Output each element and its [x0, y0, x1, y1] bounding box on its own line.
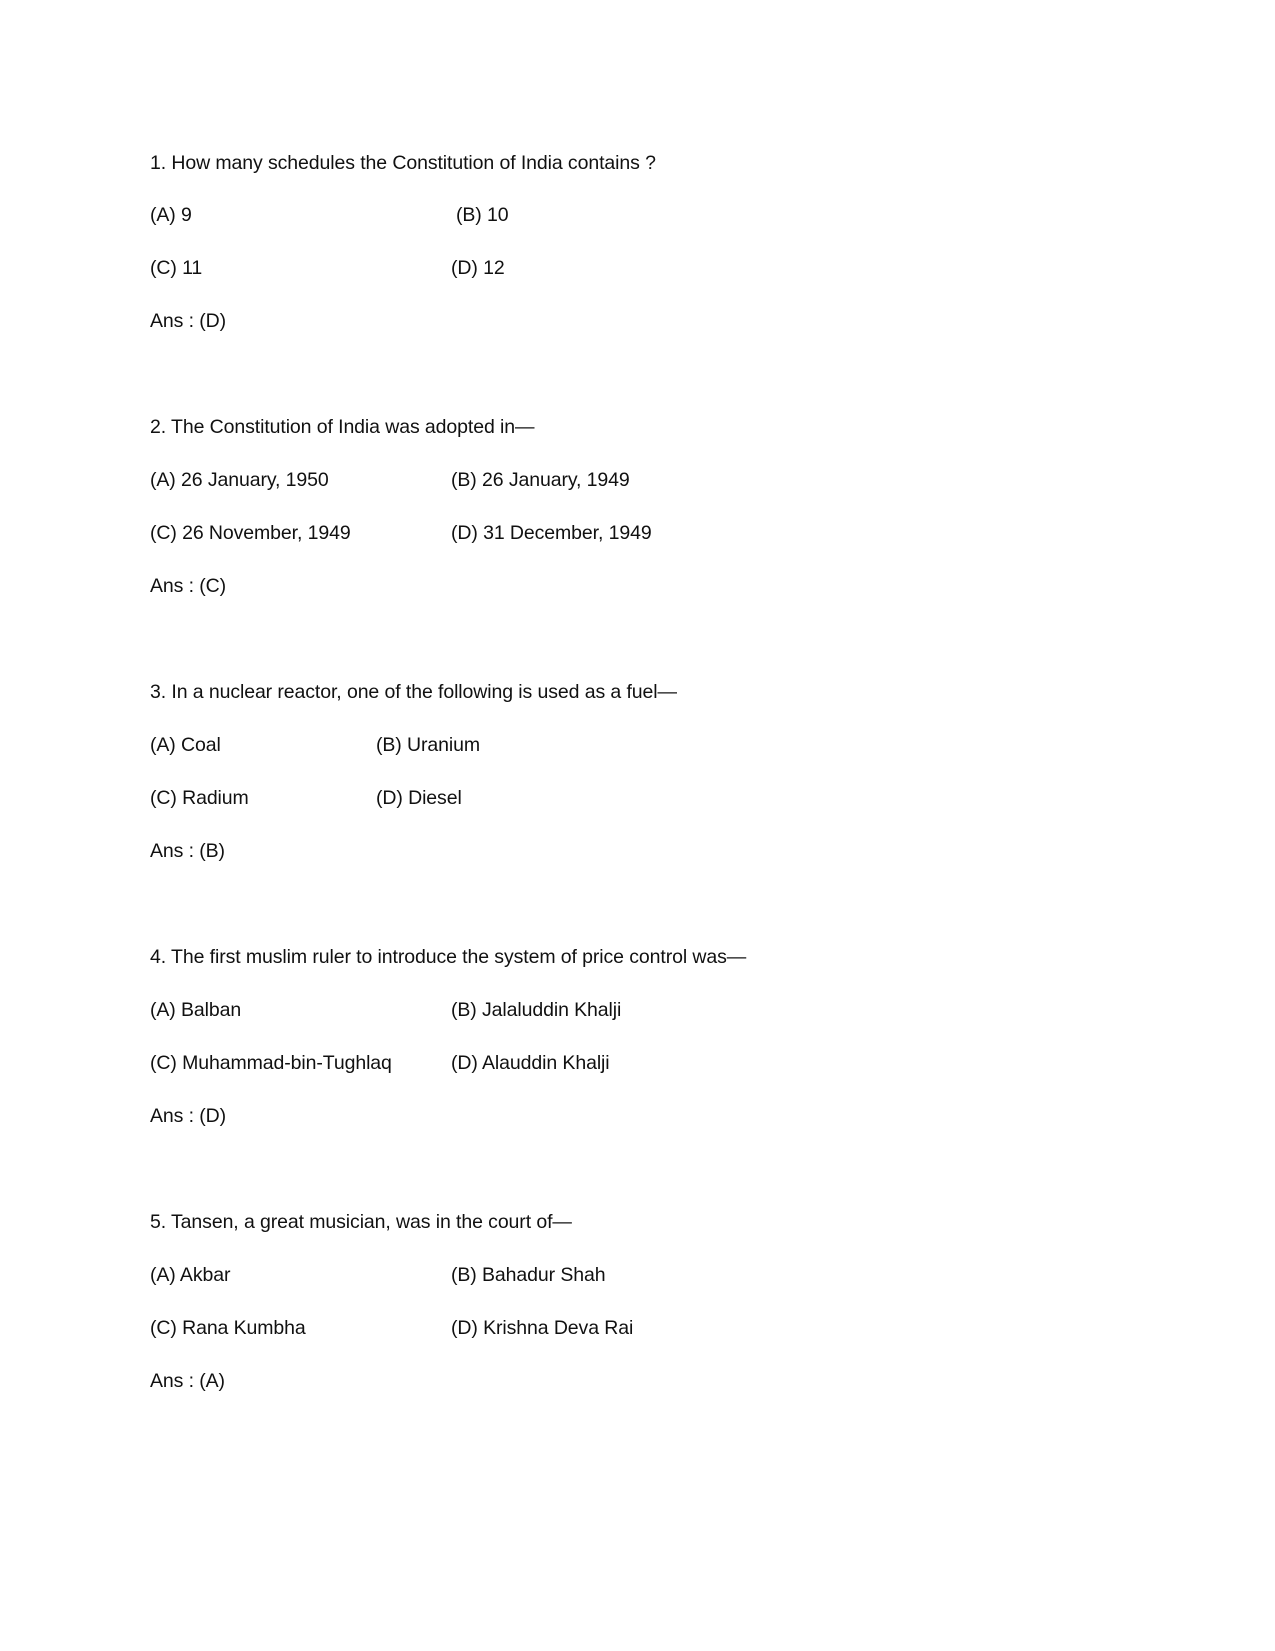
option-a: (A) 9 [150, 204, 192, 226]
option-a: (A) Akbar [150, 1264, 231, 1286]
answer: Ans : (C) [150, 575, 227, 597]
option-c: (C) 11 [150, 257, 203, 279]
question-text: 4. The first muslim ruler to introduce the system of price control was— [150, 946, 747, 968]
answer: Ans : (B) [150, 840, 225, 862]
option-c: (C) Rana Kumbha [150, 1317, 306, 1339]
option-a: (A) Coal [150, 734, 221, 756]
answer: Ans : (D) [150, 1105, 227, 1127]
option-b: (B) 10 [456, 204, 509, 226]
option-a: (A) 26 January, 1950 [150, 469, 329, 491]
option-b: (B) Jalaluddin Khalji [451, 999, 622, 1021]
option-c: (C) Radium [150, 787, 249, 809]
answer: Ans : (D) [150, 310, 227, 332]
option-d: (D) 31 December, 1949 [451, 522, 652, 544]
question-text: 1. How many schedules the Constitution of India contains ? [150, 152, 656, 174]
option-d: (D) Krishna Deva Rai [451, 1317, 634, 1339]
question-text: 2. The Constitution of India was adopted in— [150, 416, 535, 438]
option-b: (B) 26 January, 1949 [451, 469, 630, 491]
option-a: (A) Balban [150, 999, 242, 1021]
question-text: 5. Tansen, a great musician, was in the court of— [150, 1211, 572, 1233]
option-d: (D) 12 [451, 257, 505, 279]
option-b: (B) Bahadur Shah [451, 1264, 606, 1286]
option-c: (C) Muhammad-bin-Tughlaq [150, 1052, 392, 1074]
option-d: (D) Diesel [376, 787, 462, 809]
option-c: (C) 26 November, 1949 [150, 522, 351, 544]
answer: Ans : (A) [150, 1370, 225, 1392]
option-d: (D) Alauddin Khalji [451, 1052, 610, 1074]
option-b: (B) Uranium [376, 734, 480, 756]
question-text: 3. In a nuclear reactor, one of the following is used as a fuel— [150, 681, 677, 703]
